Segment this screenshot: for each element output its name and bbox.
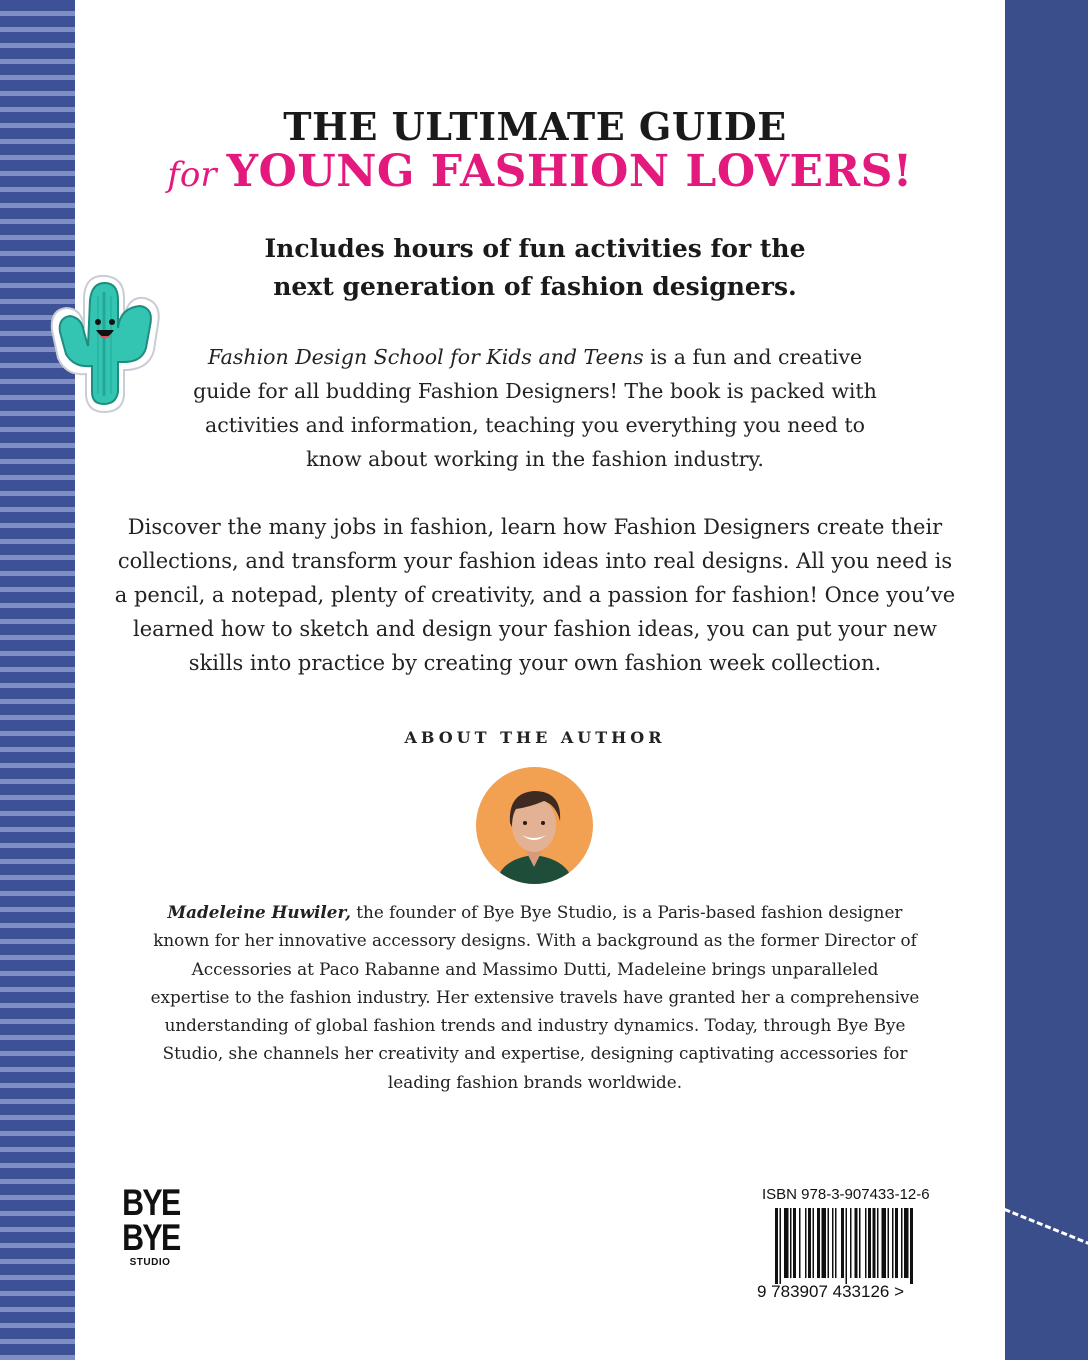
- barcode-bar: [784, 1208, 789, 1278]
- barcode-bar: [813, 1208, 815, 1278]
- barcode-bar: [799, 1208, 801, 1278]
- barcode-bar: [846, 1208, 848, 1284]
- barcode: [775, 1208, 963, 1288]
- barcode-bar: [808, 1208, 811, 1278]
- barcode-bar: [841, 1208, 844, 1278]
- barcode-bar: [835, 1208, 837, 1278]
- logo-line-2: BYE: [122, 1217, 180, 1258]
- cactus-patch-icon: [44, 266, 174, 420]
- publisher-logo: [116, 1182, 184, 1268]
- author-photo: [476, 767, 593, 884]
- barcode-bar: [817, 1208, 820, 1278]
- author-bio: [150, 898, 920, 1096]
- barcode-bar: [882, 1208, 887, 1278]
- headline-main: YOUNG FASHION LOVERS!: [226, 146, 913, 197]
- barcode-bar: [865, 1208, 867, 1278]
- right-navy-band: [1005, 0, 1088, 1360]
- barcode-bar: [910, 1208, 913, 1284]
- intro-text: is a fun and creative guide for all budding Fashion Designers! The book is packed with activities and information, teaching you everything you need to know about working in the fashion industry.: [193, 345, 877, 471]
- isbn-label: ISBN 978-3-907433-12-6: [762, 1186, 930, 1203]
- barcode-bar: [904, 1208, 909, 1278]
- barcode-bar: [895, 1208, 898, 1278]
- barcode-digits: 9 783907 433126 >: [757, 1282, 905, 1301]
- logo-line-1: BYE: [122, 1182, 180, 1223]
- barcode-bar: [888, 1208, 890, 1278]
- barcode-bar: [828, 1208, 830, 1278]
- headline-line-2: [160, 146, 920, 197]
- barcode-bar: [780, 1208, 782, 1284]
- barcode-bar: [850, 1208, 852, 1278]
- about-author-heading: ABOUT THE AUTHOR: [404, 728, 666, 747]
- barcode-bar: [868, 1208, 871, 1278]
- headline-script-word: for: [167, 155, 217, 195]
- author-bio-text: the founder of Bye Bye Studio, is a Paris-based fashion designer known for her innovative accessory designs. With a background as the former Director of Accessories at Paco Rabanne and Massimo Dutti, Madeleine brings unparalleled expertise to the fashion industry. Her extensive travels have granted her a comprehensive understanding of global fashion trends and industry dynamics. Today, through Bye Bye Studio, she channels her creativity and expertise, designing captivating accessories for leading fashion brands worldwide.: [150, 902, 920, 1092]
- barcode-bar: [822, 1208, 827, 1278]
- barcode-bar: [877, 1208, 879, 1278]
- description-paragraph: Discover the many jobs in fashion, learn how Fashion Designers create their collections, and transform your fashion ideas into real designs. All you need is a pencil, a notepad, plenty of creativity, and a passion for fashion! Once you’ve learned how to sketch and design your fashion ideas, you can put your new skills into practice by creating your own fashion week collection.: [114, 515, 956, 675]
- barcode-bar: [775, 1208, 778, 1284]
- stitch-line: [1005, 1208, 1088, 1256]
- barcode-bar: [892, 1208, 894, 1278]
- barcode-bar: [805, 1208, 807, 1278]
- barcode-bar: [793, 1208, 796, 1278]
- barcode-bar: [873, 1208, 876, 1278]
- logo-subtitle: STUDIO: [129, 1257, 171, 1268]
- author-name: Madeleine Huwiler,: [167, 902, 351, 922]
- subheading-line-1: Includes hours of fun activities for the: [264, 234, 806, 263]
- barcode-bar: [859, 1208, 861, 1278]
- barcode-bar: [790, 1208, 792, 1278]
- intro-paragraph: [185, 340, 885, 476]
- subheading-line-2: next generation of fashion designers.: [273, 272, 797, 301]
- subheading: [195, 230, 875, 306]
- barcode-bar: [855, 1208, 858, 1278]
- book-title: Fashion Design School for Kids and Teens: [207, 345, 644, 369]
- barcode-bar: [901, 1208, 903, 1278]
- left-stripe-border: [0, 0, 75, 1360]
- barcode-bar: [832, 1208, 834, 1278]
- headline-line-1: THE ULTIMATE GUIDE: [283, 104, 787, 149]
